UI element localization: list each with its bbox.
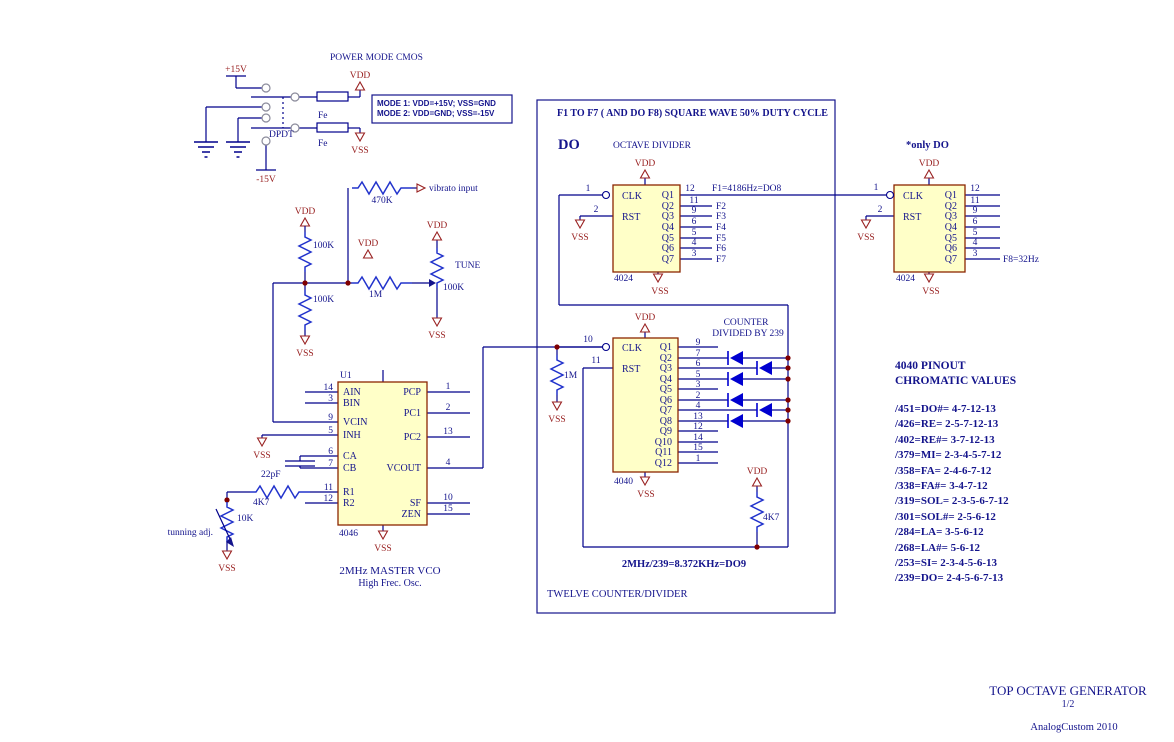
freq-label: F3 <box>716 212 727 222</box>
pinout-row: /338=FA#= 3-4-7-12 <box>895 480 988 492</box>
pin-number: 4 <box>445 458 451 468</box>
box-title: F1 TO F7 ( AND DO F8) SQUARE WAVE 50% DUTY CYCLE <box>557 108 828 119</box>
vss-arrow-icon <box>223 551 232 559</box>
tuning-pot <box>221 502 233 542</box>
diode-icon <box>728 351 743 365</box>
vdd-arrow-icon <box>641 324 650 332</box>
pin-number: 11 <box>689 196 699 206</box>
sheet-credit: AnalogCustom 2010 <box>1030 722 1118 733</box>
clk-bubble-icon <box>603 192 610 199</box>
pin-name: Q7 <box>659 405 672 416</box>
only-do-note: *only DO <box>906 140 949 151</box>
freq-label: F7 <box>716 255 727 265</box>
vss-label: VSS <box>253 451 271 461</box>
vss-arrow-icon <box>862 220 871 228</box>
pin-name: RST <box>622 212 641 223</box>
pin-number: 2 <box>593 205 599 215</box>
vss-label: VSS <box>651 287 669 297</box>
freq-label: F2 <box>716 202 727 212</box>
pin-number: 6 <box>695 359 701 369</box>
pin-name: Q2 <box>944 201 957 212</box>
pin-name: Q3 <box>659 363 672 374</box>
junction-dot <box>785 397 790 402</box>
diode-icon <box>757 361 772 375</box>
ferrite-bead <box>317 123 348 132</box>
divider-box-outline <box>537 100 835 613</box>
pinout-row: /451=DO#= 4-7-12-13 <box>895 403 996 415</box>
vss-label: VSS <box>857 233 875 243</box>
junction-dot <box>754 544 759 549</box>
vss-arrow-icon <box>379 531 388 539</box>
pin-name: AIN <box>343 387 361 398</box>
pin-name: Q6 <box>944 243 957 254</box>
resistor-value: 10K <box>237 514 254 524</box>
pin-number: 5 <box>695 370 701 380</box>
pin-number: 1 <box>695 454 701 464</box>
counter-239 <box>548 305 790 570</box>
mode1-text: MODE 1: VDD=+15V; VSS=GND <box>377 99 496 108</box>
vdd-label: VDD <box>918 159 940 169</box>
pin-number: 11 <box>323 483 333 493</box>
pin-name: Q6 <box>659 395 672 406</box>
pinout-title: 4040 PINOUT <box>895 360 966 372</box>
pin-name: PCP <box>403 387 421 398</box>
pin-number: 4 <box>691 238 697 248</box>
junction-dot <box>224 497 229 502</box>
pot-wiper-icon <box>429 279 436 287</box>
resistor-1m-clk <box>551 355 563 395</box>
pin-name: SF <box>409 498 421 509</box>
pin-name: R1 <box>343 487 355 498</box>
pin-name: Q7 <box>944 254 957 265</box>
octave-divider-label: OCTAVE DIVIDER <box>613 141 691 151</box>
cap-value: 22pF <box>261 470 281 480</box>
pin-name: CLK <box>903 191 923 202</box>
pin-name: Q12 <box>654 458 672 469</box>
pin-number: 2 <box>445 403 451 413</box>
box-footer-label: TWELVE COUNTER/DIVIDER <box>547 589 688 600</box>
vss-arrow-icon <box>258 438 267 446</box>
sheet-title: TOP OCTAVE GENERATOR <box>989 683 1147 698</box>
vss-label: VSS <box>351 146 369 156</box>
chip-part: 4024 <box>614 274 633 284</box>
vdd-arrow-icon <box>301 218 310 226</box>
vss-label: VSS <box>374 544 392 554</box>
pin-name: CB <box>343 463 357 474</box>
pin-number: 5 <box>972 228 978 238</box>
pin-name: ZEN <box>401 509 421 520</box>
vss-arrow-icon <box>641 477 650 485</box>
vdd-label: VDD <box>426 221 448 231</box>
pin-number: 11 <box>591 356 601 366</box>
vss-arrow-icon <box>654 274 663 282</box>
ferrite-label: Fe <box>318 139 328 149</box>
pinout-row: /268=LA#= 5-6-12 <box>895 542 980 554</box>
pin-number: 10 <box>443 493 453 503</box>
pin-number: 3 <box>695 380 701 390</box>
pinout-row: /239=DO= 2-4-5-6-7-13 <box>895 572 1004 584</box>
vss-label: VSS <box>571 233 589 243</box>
resistor-value: 4K7 <box>763 513 780 523</box>
pin-name: PC1 <box>403 408 421 419</box>
vco-caption2: High Frec. Osc. <box>358 578 422 589</box>
pinout-row: /301=SOL#= 2-5-6-12 <box>895 511 996 523</box>
vibrato-label: vibrato input <box>429 184 478 194</box>
power-title: POWER MODE CMOS <box>330 53 423 63</box>
dpdt-contact <box>262 84 270 92</box>
pin-name: CA <box>343 451 357 462</box>
pinout-row: /319=SOL= 2-3-5-6-7-12 <box>895 495 1009 507</box>
pin-number: 9 <box>691 206 697 216</box>
vdd-arrow-icon <box>364 250 373 258</box>
pin-number: 1 <box>873 183 879 193</box>
resistor-4k7-pullup <box>751 492 763 532</box>
ground-icon <box>226 142 250 157</box>
octave-divider-1 <box>559 159 886 305</box>
junction-dot <box>785 376 790 381</box>
pinout-list <box>894 360 1016 584</box>
diode-icon <box>757 403 772 417</box>
pin-name: Q4 <box>944 222 957 233</box>
counter-title: COUNTER <box>723 318 769 328</box>
pinout-row: /284=LA= 3-5-6-12 <box>895 526 984 538</box>
junction-dot <box>302 280 307 285</box>
pin-name: Q7 <box>661 254 674 265</box>
vdd-arrow-icon <box>356 82 365 90</box>
junction-dot <box>785 407 790 412</box>
pin-number: 1 <box>585 184 591 194</box>
resistor-value: 4K7 <box>253 498 270 508</box>
vss-arrow-icon <box>433 318 442 326</box>
junction-dot <box>785 355 790 360</box>
pinout-row: /253=SI= 2-3-4-5-6-13 <box>895 557 998 569</box>
title-block <box>989 683 1147 733</box>
pin-name: Q3 <box>661 211 674 222</box>
resistor-value: 470K <box>371 196 393 206</box>
pin-number: 1 <box>445 382 451 392</box>
resistor-100k-top <box>299 232 311 272</box>
vss-arrow-icon <box>356 133 365 141</box>
pin-number: 3 <box>691 249 697 259</box>
pin-number: 15 <box>443 504 453 514</box>
dpdt-label: DPDT <box>269 130 294 140</box>
freq-label: F8=32Hz <box>1003 255 1039 265</box>
plus15-label: +15V <box>225 65 247 75</box>
vdd-arrow-icon <box>641 170 650 178</box>
vdd-arrow-icon <box>753 478 762 486</box>
chip-part: 4024 <box>896 274 915 284</box>
pin-number: 9 <box>972 206 978 216</box>
dpdt-contact <box>262 103 270 111</box>
chip-part: 4040 <box>614 477 633 487</box>
pin-name: Q5 <box>661 233 674 244</box>
ferrite-label: Fe <box>318 111 328 121</box>
pin-name: RST <box>622 364 641 375</box>
pin-number: 13 <box>443 427 453 437</box>
minus15-label: -15V <box>256 175 276 185</box>
vibrato-arrow-icon <box>417 184 425 192</box>
junction-dot <box>785 418 790 423</box>
pin-number: 9 <box>328 413 333 423</box>
vdd-label: VDD <box>349 71 371 81</box>
pin-name: Q1 <box>659 342 672 353</box>
pin-name: Q8 <box>659 416 672 427</box>
resistor-value: 100K <box>443 283 465 293</box>
pin-name: R2 <box>343 498 355 509</box>
pin-number: 4 <box>972 238 978 248</box>
pinout-row: /426=RE= 2-5-7-12-13 <box>895 418 999 430</box>
pinout-row: /379=MI= 2-3-4-5-7-12 <box>895 449 1002 461</box>
pin-number: 11 <box>970 196 980 206</box>
pin-name: CLK <box>622 191 642 202</box>
pin-number: 6 <box>691 217 697 227</box>
pin-number: 6 <box>328 447 333 457</box>
pin-name: Q5 <box>944 233 957 244</box>
dpdt-contact <box>262 114 270 122</box>
dpdt-contact <box>291 93 299 101</box>
sheet-page: 1/2 <box>1061 699 1075 710</box>
pin-number: 9 <box>695 338 701 348</box>
pin-name: PC2 <box>403 432 421 443</box>
junction-dot <box>554 344 559 349</box>
chip-ref: U1 <box>340 371 352 381</box>
pin-name: Q9 <box>659 426 672 437</box>
pin-number: 7 <box>328 459 333 469</box>
vss-label: VSS <box>637 490 655 500</box>
pin-number: 14 <box>693 433 703 443</box>
vss-label: VSS <box>548 415 566 425</box>
pin-name: Q4 <box>659 374 672 385</box>
chip-part: 4046 <box>339 529 358 539</box>
pin-number: 10 <box>583 335 593 345</box>
pin-number: 14 <box>323 383 333 393</box>
pin-number: 12 <box>685 184 695 194</box>
pinout-title2: CHROMATIC VALUES <box>895 375 1017 387</box>
vss-arrow-icon <box>553 402 562 410</box>
vco-caption: 2MHz MASTER VCO <box>339 565 441 577</box>
pin-number: 12 <box>970 184 980 194</box>
diode-icon <box>728 372 743 386</box>
pin-number: 4 <box>695 401 701 411</box>
pin-name: RST <box>903 212 922 223</box>
tune-label: TUNE <box>455 261 481 271</box>
pin-name: Q4 <box>661 222 674 233</box>
pin-name: Q1 <box>944 190 957 201</box>
pin-name: Q11 <box>655 447 672 458</box>
pin-name: Q2 <box>661 201 674 212</box>
pin-name: Q6 <box>661 243 674 254</box>
octave-divider-2 <box>857 140 1039 297</box>
pin-name: CLK <box>622 343 642 354</box>
clk-bubble-icon <box>603 344 610 351</box>
vdd-arrow-icon <box>433 232 442 240</box>
ferrite-bead <box>317 92 348 101</box>
junction-dot <box>785 365 790 370</box>
vss-arrow-icon <box>301 336 310 344</box>
vss-label: VSS <box>428 331 446 341</box>
pin-name: Q1 <box>661 190 674 201</box>
vdd-label: VDD <box>294 207 316 217</box>
resistor-4k7 <box>250 486 310 498</box>
tuning-adj-label: tunning adj. <box>167 528 213 538</box>
resistor-1m <box>352 277 412 289</box>
ground-icon <box>194 142 218 157</box>
pinout-row: /402=RE#= 3-7-12-13 <box>895 434 995 446</box>
pin-number: 15 <box>693 443 703 453</box>
pin-name: VCIN <box>343 417 368 428</box>
pin-name: Q10 <box>654 437 672 448</box>
resistor-value: 1M <box>564 371 578 381</box>
resistor-value: 1M <box>369 290 383 300</box>
pin-name: Q5 <box>659 384 672 395</box>
freq-label: F1=4186Hz=DO8 <box>712 184 782 194</box>
mode2-text: MODE 2: VDD=GND; VSS=-15V <box>377 109 495 118</box>
vss-arrow-icon <box>576 220 585 228</box>
junction-dot <box>345 280 350 285</box>
pin-name: Q3 <box>944 211 957 222</box>
freq-label: F6 <box>716 244 727 254</box>
counter-result: 2MHz/239=8.372KHz=DO9 <box>621 559 747 570</box>
resistor-470k <box>352 182 412 194</box>
power-section <box>194 53 512 185</box>
pin-number: 2 <box>695 391 701 401</box>
pin-number: 13 <box>693 412 703 422</box>
vss-arrow-icon <box>925 274 934 282</box>
pin-number: 3 <box>972 249 978 259</box>
do-note-label: DO <box>558 137 580 153</box>
freq-label: F4 <box>716 223 727 233</box>
vdd-arrow-icon <box>925 170 934 178</box>
pin-number: 3 <box>328 394 333 404</box>
pin-number: 6 <box>972 217 978 227</box>
vss-label: VSS <box>922 287 940 297</box>
vdd-label: VDD <box>634 159 656 169</box>
freq-label: F5 <box>716 234 727 244</box>
resistor-100k-bottom <box>299 290 311 330</box>
counter-title2: DIVIDED BY 239 <box>712 329 784 339</box>
clk-bubble-icon <box>887 192 894 199</box>
pin-number: 5 <box>691 228 697 238</box>
vdd-label: VDD <box>634 313 656 323</box>
pin-number: 5 <box>328 426 333 436</box>
pin-number: 7 <box>695 349 701 359</box>
vdd-label: VDD <box>746 467 768 477</box>
diode-icon <box>728 414 743 428</box>
pin-name: VCOUT <box>386 463 421 474</box>
pin-number: 12 <box>323 494 333 504</box>
pinout-row: /358=FA= 2-4-6-7-12 <box>895 465 992 477</box>
vdd-label-floating: VDD <box>357 239 379 249</box>
divider-box <box>537 100 835 613</box>
pin-name: INH <box>343 430 361 441</box>
resistor-value: 100K <box>313 241 335 251</box>
diode-icon <box>728 393 743 407</box>
resistor-value: 100K <box>313 295 335 305</box>
pin-name: BIN <box>343 398 361 409</box>
vss-label: VSS <box>296 349 314 359</box>
pin-number: 12 <box>693 422 703 432</box>
vss-label: VSS <box>218 564 236 574</box>
pin-number: 2 <box>877 205 883 215</box>
pin-name: Q2 <box>659 353 672 364</box>
